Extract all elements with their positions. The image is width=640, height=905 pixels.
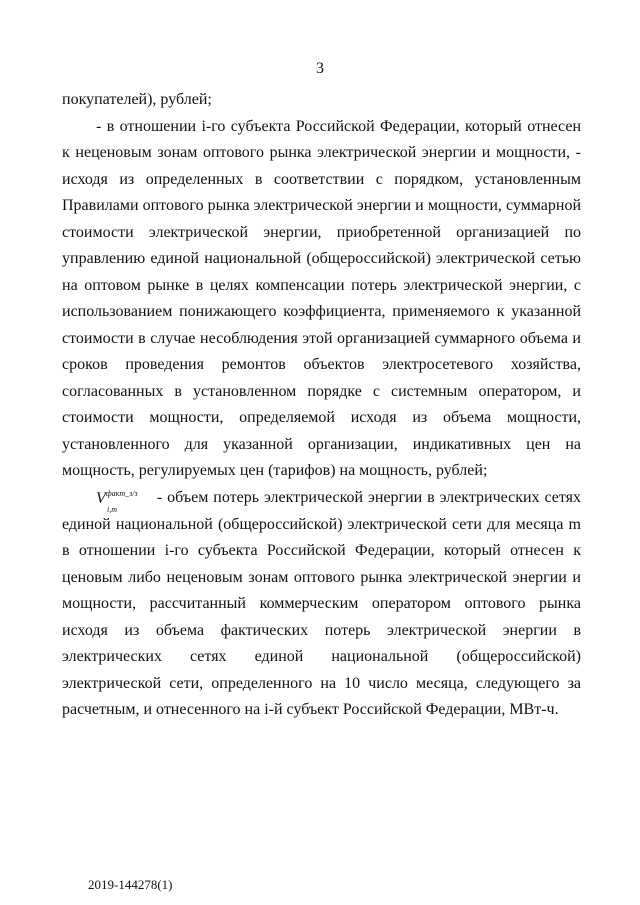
text-block-bottom	[62, 485, 581, 724]
paragraph-loss-volume-text: - объем потерь электрической энергии в электрических сетях единой национальной (общероссийской) электрической сети для месяца m в отношении i-го субъекта Российской Федерации, который отнесен к ценовым либо неценовым зонам оптового рынка электрической энергии и мощности, рассчитанный коммерческим оператором оптового рынка исходя из объема фактических потерь электрической энергии в электрических сетях единой национальной (общероссийской) электрической сети, определенного на 10 число месяца, следующего за расчетным, и отнесенного на i-й субъект Российской Федерации, МВт-ч.	[62, 489, 582, 718]
paragraph-non-price-zones: - в отношении i-го субъекта Российской Федерации, который отнесен к неценовым зонам оптового рынка электрической энергии и мощности, - исходя из определенных в соответствии с порядком, установленным Правилами оптового рынка электрической энергии и мощности, суммарной стоимости электрической энергии, приобретенной организацией по управлению единой национальной (общероссийской) электрической сетью на оптовом рынке в целях компенсации потерь электрической энергии, с использованием понижающего коэффициента, применяемого к указанной стоимости в случае несоблюдения этой организацией суммарного объема и сроков проведения ремонтов объектов электросетевого хозяйства, согласованных в установленном порядке с системным оператором, и стоимости мощности, определяемой исходя из объема мощности, установленного для указанной организации, индикативных цен на мощность, регулируемых цен (тарифов) на мощность, рублей;	[62, 117, 581, 479]
symbol-superscript: факт_з/з	[106, 489, 138, 498]
page-number: 3	[316, 60, 324, 77]
symbol-base: V	[96, 490, 106, 507]
document-id: 2019-144278(1)	[88, 877, 173, 892]
text-block-top	[62, 87, 581, 485]
paragraph-loss-volume	[62, 485, 581, 724]
symbol-subscript: i,m	[107, 505, 117, 514]
formula-symbol	[96, 486, 152, 514]
paragraph-continuation: покупателей), рублей;	[62, 91, 212, 108]
